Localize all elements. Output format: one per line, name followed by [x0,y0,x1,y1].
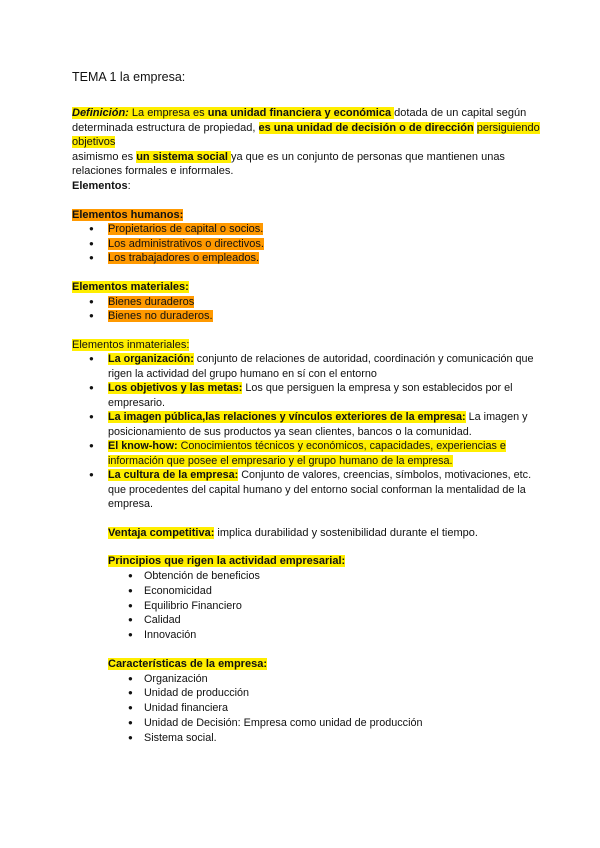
item-text: La imagen y posicionamiento de sus productos ya sean clientes, bancos o la comunidad. [108,411,528,438]
caracteristicas-heading: Características de la empresa: [108,657,267,670]
caracteristicas-list [72,672,540,746]
inmateriales-list [72,352,540,512]
list-item [72,222,540,237]
principios-heading-line [72,554,540,569]
list-item [72,295,540,310]
list-item-text: Propietarios de capital o socios. [108,223,264,236]
page-title: TEMA 1 la empresa: [72,70,186,84]
ventaja-text: implica durabilidad y sostenibilidad durante el tiempo. [214,526,478,539]
definition-text-5: ya que es un conjunto de personas que mantienen unas relaciones formales e informales. [72,150,505,178]
list-item [72,251,540,266]
list-item: ● Unidad de producción [72,686,540,701]
materiales-heading: Elementos materiales: [72,280,189,293]
item-label: El know-how: [108,440,178,453]
list-item: ● Innovación [72,628,540,643]
list-item-text: Los trabajadores o empleados. [108,252,260,265]
humanos-heading-line [72,208,540,223]
inmateriales-heading: Elementos inmateriales: [72,338,190,351]
list-item [72,352,540,381]
definition-text-4: asimismo es [72,150,137,163]
list-item: ● Sistema social. [72,731,540,746]
item-label: La imagen pública,las relaciones y vínculos exteriores de la empresa: [108,411,466,424]
list-item-text: Bienes duraderos [108,295,195,308]
elementos-heading [72,179,540,194]
caracteristicas-heading-line [72,657,540,672]
item-label: La cultura de la empresa: [108,469,239,482]
ventaja-line [72,526,540,541]
definition-text-1: La empresa es [128,107,208,119]
definition-highlight-2: es una unidad de decisión o de dirección [258,121,474,134]
list-item [72,410,540,439]
definition-highlight-3: persiguiendo objetivos [72,121,540,149]
list-item: ● Organización [72,672,540,687]
list-item [72,381,540,410]
list-item: ● Unidad financiera [72,701,540,716]
item-text: Conocimientos técnicos y económicos, capacidades, experiencias e información que posee el empresario y el grupo humano de la empresa. [108,440,506,467]
list-item [72,439,540,468]
list-item: ● Calidad [72,613,540,628]
list-item [72,309,540,324]
principios-list [72,569,540,643]
inmateriales-heading-line [72,338,540,353]
elementos-colon: : [127,179,131,192]
materiales-heading-line [72,280,540,295]
definition-paragraph [72,106,540,179]
materiales-list [72,295,540,324]
list-item: ● Obtención de beneficios [72,569,540,584]
humanos-heading: Elementos humanos: [72,208,184,221]
definition-highlight-1: una unidad financiera y económica [207,107,395,119]
item-text: Los que persiguen la empresa y son establecidos por el empresario. [108,382,513,409]
item-label: La organización: [108,353,194,366]
item-text: conjunto de relaciones de autoridad, coordinación y comunicación que rigen la actividad del grupo humano en sí con el entorno [108,353,534,380]
elementos-label: Elementos [72,179,128,192]
humanos-list [72,222,540,266]
item-label: Los objetivos y las metas: [108,382,243,395]
definition-label: Definición: [72,107,129,119]
definition-highlight-4: un sistema social [136,150,231,163]
definition-text-2: dotada de un capital según determinada estructura de propiedad, [72,107,527,134]
ventaja-label: Ventaja competitiva: [108,526,215,539]
list-item-text: Los administrativos o directivos. [108,237,264,250]
list-item: ● Unidad de Decisión: Empresa como unidad de producción [72,716,540,731]
list-item: ● Equilibrio Financiero [72,599,540,614]
list-item [72,468,540,512]
list-item [72,237,540,252]
item-text: Conjunto de valores, creencias, símbolos, motivaciones, etc. que procedentes del capital humano y del entorno social conforman la mentalidad de la empresa. [108,469,532,511]
list-item-text: Bienes no duraderos. [108,310,213,323]
principios-heading: Principios que rigen la actividad empresarial: [108,555,346,568]
list-item: ● Economicidad [72,584,540,599]
